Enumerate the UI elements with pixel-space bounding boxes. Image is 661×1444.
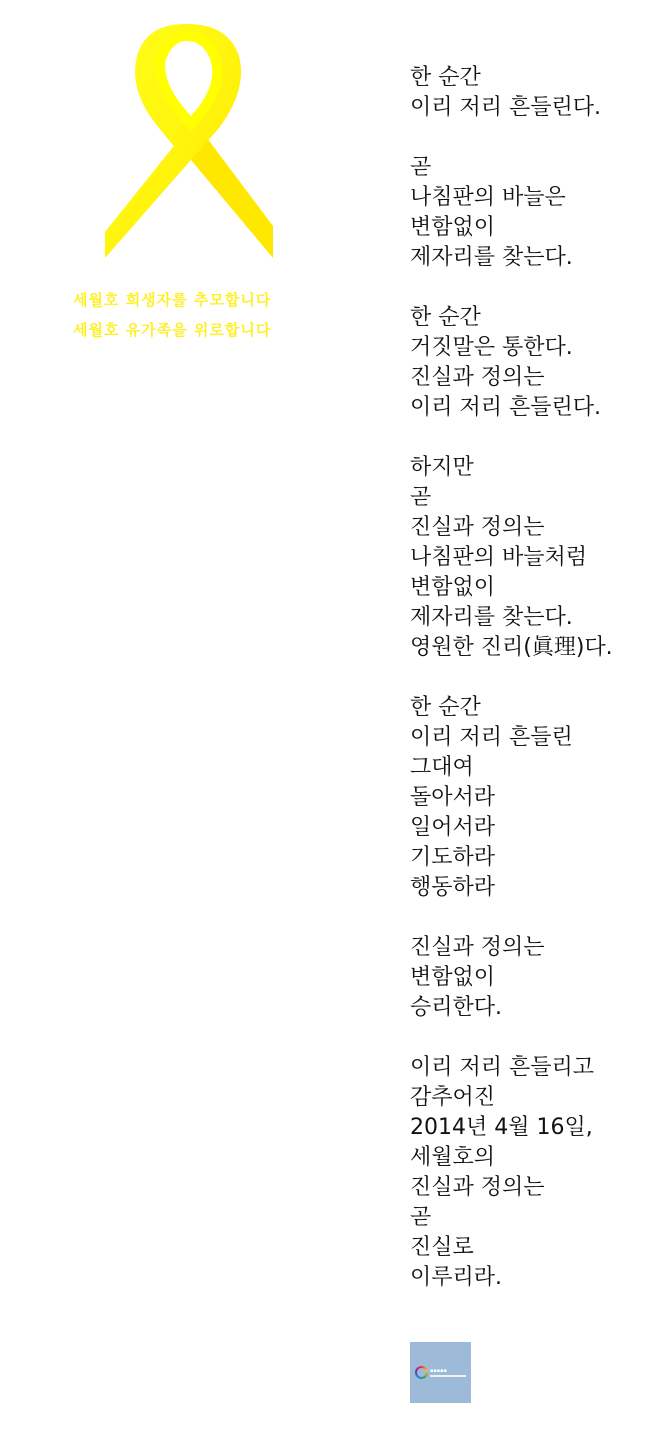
poem-line: 변함없이	[410, 965, 496, 990]
poem-stanza	[410, 1053, 655, 1293]
poem-line: 승리한다.	[410, 995, 503, 1020]
poem-line: 한 순간	[410, 695, 481, 720]
poem-line: 나침판의 바늘처럼	[410, 545, 588, 570]
poem-line: 감추어진	[410, 1085, 496, 1110]
poem-line: 나침판의 바늘은	[410, 185, 566, 210]
poem-line: 그대여	[410, 755, 474, 780]
logo-subline	[430, 1375, 466, 1377]
poem-line: 진실과 정의는	[410, 1175, 545, 1200]
poem-line: 제자리를 찾는다.	[410, 245, 573, 270]
memorial-line-2: 세월호 유가족을 위로합니다	[73, 321, 272, 339]
poem-line: 진실과 정의는	[410, 935, 545, 960]
poem-line: 진실과 정의는	[410, 515, 545, 540]
yellow-ribbon-icon	[95, 20, 285, 270]
poem-line: 제자리를 찾는다.	[410, 605, 573, 630]
poem-line: 곧	[410, 155, 432, 180]
poem-line: 변함없이	[410, 575, 496, 600]
poem-line: 변함없이	[410, 215, 496, 240]
poem-line: 이리 저리 흔들린다.	[410, 95, 601, 120]
poem-line: 돌아서라	[410, 785, 496, 810]
poem	[410, 63, 655, 1323]
poem-line: 거짓말은 통한다.	[410, 335, 573, 360]
poem-stanza	[410, 693, 655, 903]
poem-line: 기도하라	[410, 845, 496, 870]
poem-line: 일어서라	[410, 815, 496, 840]
memorial-message	[73, 285, 333, 345]
poem-stanza	[410, 933, 655, 1023]
poem-line: 행동하라	[410, 875, 496, 900]
poem-stanza	[410, 453, 655, 663]
poem-line: 2014년 4월 16일,	[410, 1115, 593, 1140]
poem-line: 한 순간	[410, 305, 481, 330]
poem-line: 세월호의	[410, 1145, 496, 1170]
poem-line: 진실로	[410, 1235, 474, 1260]
poem-line: 하지만	[410, 455, 474, 480]
poem-line: 이리 저리 흔들리고	[410, 1055, 595, 1080]
logo-wordmark: ▪▪▪▪▪	[430, 1368, 447, 1374]
poem-line: 곧	[410, 1205, 432, 1230]
rainbow-circle-logo-icon	[410, 1342, 471, 1403]
poem-stanza	[410, 303, 655, 423]
poem-line: 진실과 정의는	[410, 365, 545, 390]
memorial-line-1: 세월호 희생자를 추모합니다	[73, 291, 272, 309]
poem-line: 이루리라.	[410, 1265, 503, 1290]
poem-line: 곧	[410, 485, 432, 510]
poem-line: 영원한 진리(眞理)다.	[410, 635, 613, 660]
logo-ring	[415, 1366, 428, 1379]
poem-stanza	[410, 63, 655, 123]
poem-line: 이리 저리 흔들린다.	[410, 395, 601, 420]
poem-stanza	[410, 153, 655, 273]
poem-line: 한 순간	[410, 65, 481, 90]
poem-line: 이리 저리 흔들린	[410, 725, 573, 750]
